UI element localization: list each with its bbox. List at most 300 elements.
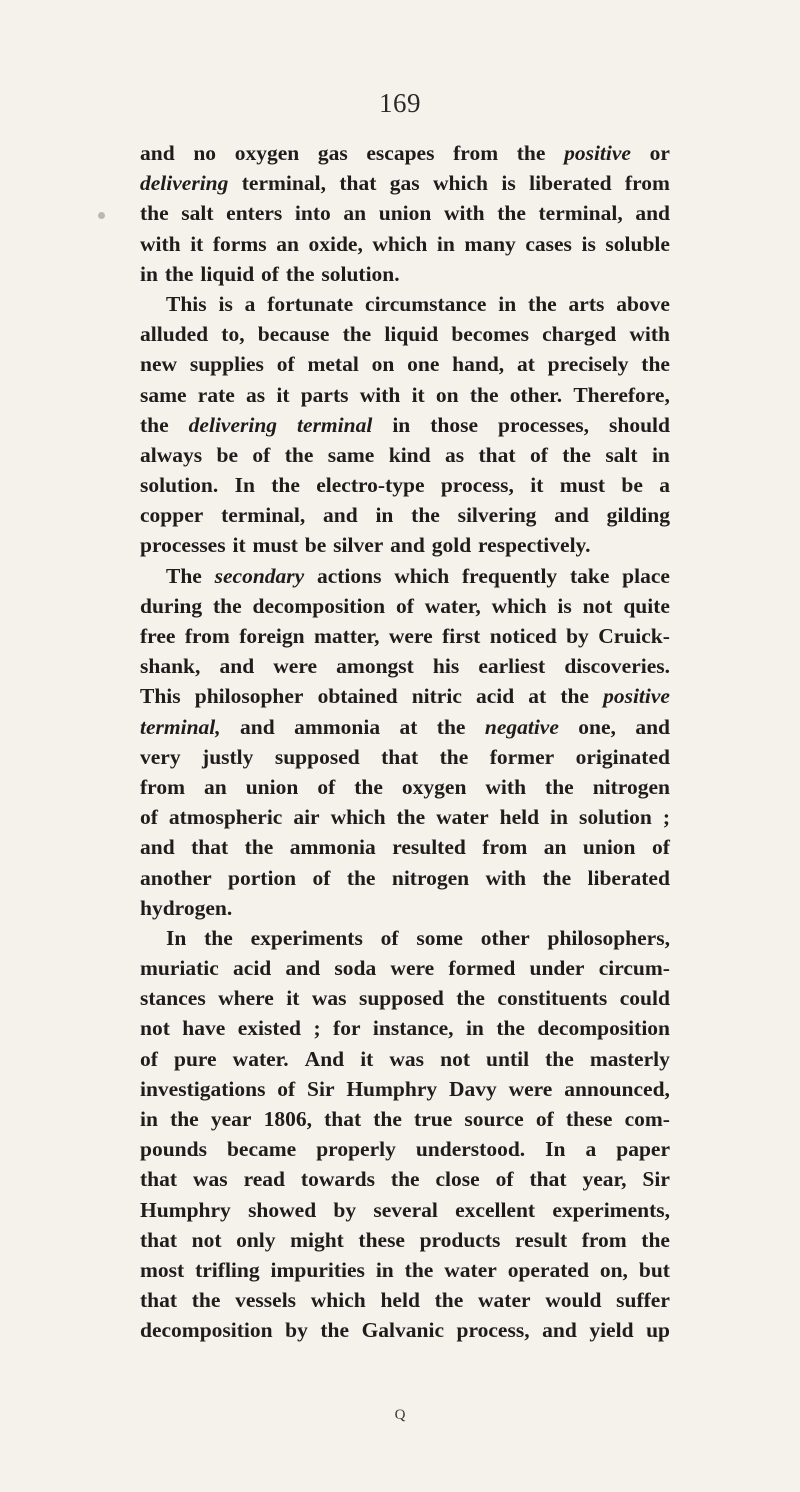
- word: salt: [181, 201, 214, 226]
- word: where: [218, 986, 274, 1011]
- word: soda: [334, 956, 377, 981]
- text-line: [140, 983, 670, 1013]
- word: in: [436, 231, 455, 256]
- word: and: [554, 503, 589, 528]
- word: acid: [233, 956, 272, 981]
- word: true: [414, 1107, 453, 1131]
- word: matter,: [314, 624, 380, 648]
- word: for: [333, 1016, 361, 1041]
- word: of: [535, 1107, 554, 1131]
- paper-speck: [98, 212, 105, 219]
- word: stances: [140, 986, 206, 1011]
- word: gas: [389, 171, 420, 196]
- word: is: [501, 171, 516, 196]
- word: the: [456, 986, 485, 1011]
- text-line: [140, 530, 670, 560]
- word: actions: [316, 563, 382, 588]
- word: was: [311, 986, 347, 1011]
- word: supposed: [358, 986, 444, 1011]
- word: parts: [300, 382, 349, 407]
- word: of: [312, 865, 331, 890]
- word: water: [478, 1288, 531, 1313]
- word: the: [434, 1288, 464, 1313]
- word: This: [166, 291, 207, 316]
- word: an: [543, 835, 567, 860]
- word: new: [140, 352, 178, 377]
- word: and: [390, 533, 425, 558]
- italic-word: positive: [603, 684, 670, 709]
- word: solution.: [140, 473, 219, 498]
- word: the: [528, 291, 557, 316]
- word: ammonia: [294, 714, 381, 739]
- word: and: [140, 835, 175, 860]
- word: philosophers,: [547, 925, 670, 950]
- word: in: [651, 442, 670, 467]
- word: suffer: [616, 1288, 670, 1313]
- word: philosopher: [194, 684, 304, 709]
- word: not: [140, 1016, 170, 1041]
- word: ammonia: [289, 835, 376, 860]
- word: escapes: [366, 141, 435, 165]
- word: not: [440, 1046, 470, 1071]
- word: portion: [228, 865, 297, 890]
- italic-word: secondary: [214, 563, 305, 588]
- italic-word: terminal: [297, 412, 373, 437]
- word: source: [464, 1107, 524, 1131]
- word: frequently: [462, 563, 558, 588]
- word: liberated: [587, 865, 670, 890]
- word: be: [304, 533, 327, 558]
- word: in: [375, 503, 394, 528]
- text-line: [140, 440, 670, 470]
- word: the: [354, 774, 383, 799]
- word: water.: [232, 1046, 289, 1071]
- word: supplies: [189, 352, 264, 377]
- word: earliest: [478, 654, 546, 679]
- word: Davy: [448, 1076, 497, 1101]
- word: ;: [313, 1016, 321, 1041]
- text-line: [140, 349, 670, 379]
- word: the: [170, 1107, 199, 1131]
- word: into: [294, 201, 331, 226]
- word: in: [465, 1016, 484, 1041]
- word: that: [140, 1167, 178, 1192]
- word: and: [140, 141, 175, 165]
- text-line: [140, 832, 670, 862]
- text-line: [140, 591, 670, 621]
- word: of: [380, 925, 399, 950]
- word: and: [285, 956, 321, 981]
- word: the: [411, 503, 440, 528]
- word: until: [486, 1046, 530, 1071]
- word: constituents: [497, 986, 608, 1011]
- word: Therefore,: [573, 382, 670, 407]
- word: and: [542, 1318, 577, 1343]
- word: products: [419, 1227, 501, 1252]
- word: that: [339, 171, 377, 196]
- word: oxygen: [401, 774, 467, 799]
- word: liquid: [384, 322, 439, 347]
- word: Cruick-: [598, 624, 670, 648]
- word: with: [629, 322, 670, 347]
- word: on,: [599, 1257, 628, 1282]
- word: not: [191, 1227, 222, 1252]
- word: a: [659, 473, 670, 498]
- word: close: [435, 1167, 480, 1192]
- word: processes: [140, 533, 226, 558]
- word: that: [140, 1227, 178, 1252]
- word: take: [569, 563, 610, 588]
- word: In: [234, 473, 255, 498]
- word: paper: [616, 1137, 670, 1162]
- word: metal: [307, 352, 359, 377]
- word: year: [210, 1107, 252, 1131]
- word: from: [624, 171, 670, 196]
- word: of: [277, 1076, 296, 1101]
- word: the: [545, 774, 574, 799]
- word: 1806,: [263, 1107, 312, 1131]
- word: the: [284, 442, 314, 467]
- word: another: [140, 865, 212, 890]
- word: a: [585, 1137, 597, 1162]
- text-line: [140, 893, 670, 923]
- text-line: [140, 319, 670, 349]
- text-line: [140, 712, 670, 742]
- word: the: [641, 352, 670, 377]
- text-line: [140, 380, 670, 410]
- word: to,: [221, 322, 245, 347]
- word: is: [557, 593, 572, 618]
- word: very: [140, 744, 181, 769]
- word: Humphry: [140, 1197, 231, 1222]
- word: yield: [589, 1318, 634, 1343]
- word: the: [342, 322, 372, 347]
- text-line: [140, 621, 670, 651]
- word: Humphry: [346, 1076, 438, 1101]
- word: should: [609, 412, 670, 437]
- word: which: [491, 593, 547, 618]
- word: several: [373, 1197, 438, 1222]
- word: salt: [605, 442, 638, 467]
- text-line: [140, 681, 670, 711]
- word: which: [372, 231, 428, 256]
- word: in: [375, 1257, 394, 1282]
- text-line: [140, 1285, 670, 1315]
- word: the: [396, 805, 426, 830]
- italic-word: negative: [484, 714, 559, 739]
- word: oxide,: [308, 231, 363, 256]
- word: instance,: [372, 1016, 454, 1041]
- word: of: [276, 352, 295, 377]
- word: in: [498, 291, 517, 316]
- word: no: [193, 141, 217, 165]
- word: terminal,: [221, 503, 306, 528]
- word: cases: [525, 231, 572, 256]
- word: And: [304, 1046, 345, 1071]
- word: pure: [173, 1046, 217, 1071]
- text-line: [140, 289, 670, 319]
- text-line: [140, 953, 670, 983]
- word: of: [252, 442, 271, 467]
- word: announced,: [564, 1076, 670, 1101]
- word: gas: [317, 141, 348, 165]
- word: which: [433, 171, 488, 196]
- word: circum-: [598, 956, 670, 981]
- text-line: [140, 1255, 670, 1285]
- word: gilding: [606, 503, 670, 528]
- word: at: [516, 352, 535, 377]
- italic-word: delivering: [140, 171, 229, 196]
- word: from: [482, 835, 528, 860]
- word: justly: [202, 744, 254, 769]
- text-line: [140, 923, 670, 953]
- word: is: [581, 231, 596, 256]
- word: originated: [575, 744, 670, 769]
- word: those: [430, 412, 479, 437]
- word: charged: [542, 322, 617, 347]
- word: it: [232, 533, 246, 558]
- word: liberated: [529, 171, 612, 196]
- word: as: [445, 442, 465, 467]
- word: it: [276, 382, 290, 407]
- word: hydrogen.: [140, 895, 233, 920]
- word: read: [243, 1167, 285, 1192]
- word: be: [216, 442, 239, 467]
- word: shank,: [140, 654, 201, 679]
- word: foreign: [239, 624, 305, 648]
- italic-word: delivering: [188, 412, 278, 437]
- word: existed: [237, 1016, 302, 1041]
- word: the: [560, 684, 589, 709]
- word: union: [245, 774, 299, 799]
- word: process,: [456, 1318, 530, 1343]
- word: the: [373, 1107, 402, 1131]
- word: up: [646, 1318, 670, 1343]
- word: This: [140, 684, 181, 709]
- text-line: [140, 863, 670, 893]
- word: that: [140, 1288, 178, 1313]
- word: formed: [448, 956, 516, 981]
- word: became: [226, 1137, 297, 1162]
- word: precisely: [547, 352, 629, 377]
- word: with: [485, 865, 527, 890]
- word: the: [285, 261, 315, 286]
- word: is: [218, 291, 233, 316]
- word: at: [528, 684, 547, 709]
- word: rate: [197, 382, 235, 407]
- word: were: [508, 1076, 553, 1101]
- word: solution: [578, 805, 652, 830]
- word: that: [478, 442, 516, 467]
- word: because: [257, 322, 330, 347]
- word: nitrogen: [391, 865, 470, 890]
- word: might: [290, 1227, 344, 1252]
- word: other.: [509, 382, 563, 407]
- word: the: [204, 925, 233, 950]
- word: that: [529, 1167, 567, 1192]
- word: were: [390, 956, 435, 981]
- word: properly: [316, 1137, 396, 1162]
- word: the: [516, 141, 546, 165]
- word: of: [529, 442, 548, 467]
- word: the: [496, 1016, 525, 1041]
- word: hand,: [452, 352, 505, 377]
- word: water: [436, 805, 489, 830]
- word: The: [166, 563, 202, 588]
- word: former: [489, 744, 555, 769]
- word: an: [203, 774, 227, 799]
- word: vessels: [235, 1288, 297, 1313]
- word: was: [192, 1167, 228, 1192]
- page-number: 169: [379, 88, 421, 118]
- word: of: [140, 1046, 158, 1071]
- word: were: [388, 624, 433, 648]
- word: by: [566, 624, 589, 648]
- word: the: [140, 412, 169, 437]
- word: which: [394, 563, 450, 588]
- word: same: [327, 442, 375, 467]
- word: with: [443, 201, 485, 226]
- word: must: [559, 473, 606, 498]
- word: muriatic: [140, 956, 219, 981]
- word: decomposition: [537, 1016, 670, 1041]
- word: masterly: [589, 1046, 670, 1071]
- word: arts: [568, 291, 605, 316]
- word: respectively.: [478, 533, 591, 558]
- word: year,: [582, 1167, 627, 1192]
- text-line: [140, 561, 670, 591]
- word: and: [219, 654, 255, 679]
- word: one,: [578, 714, 616, 739]
- word: excellent: [455, 1197, 536, 1222]
- word: that: [381, 744, 419, 769]
- word: impurities: [270, 1257, 365, 1282]
- word: first: [442, 624, 481, 648]
- word: in: [140, 1107, 158, 1131]
- word: quite: [623, 593, 670, 618]
- word: it: [286, 986, 300, 1011]
- word: the: [271, 473, 300, 498]
- word: processes,: [498, 412, 589, 437]
- word: water,: [424, 593, 481, 618]
- word: which: [310, 1288, 366, 1313]
- word: obtained: [317, 684, 398, 709]
- word: noticed: [489, 624, 557, 648]
- text-line: [140, 138, 670, 168]
- word: other: [480, 925, 530, 950]
- word: ;: [662, 805, 670, 830]
- word: trifling: [195, 1257, 260, 1282]
- word: the: [641, 1227, 670, 1252]
- text-line: [140, 168, 670, 198]
- word: alluded: [140, 322, 209, 347]
- word: forms: [212, 231, 267, 256]
- word: with: [359, 382, 401, 407]
- word: becomes: [451, 322, 529, 347]
- word: the: [469, 382, 499, 407]
- word: one: [407, 352, 440, 377]
- text-line: [140, 1074, 670, 1104]
- word: above: [616, 291, 670, 316]
- word: on: [435, 382, 459, 407]
- word: and: [635, 714, 670, 739]
- word: water: [444, 1257, 497, 1282]
- word: these: [358, 1227, 405, 1252]
- word: held: [380, 1288, 420, 1313]
- word: on: [371, 352, 395, 377]
- word: union: [582, 835, 636, 860]
- word: as: [246, 382, 266, 407]
- word: decomposition: [140, 1318, 273, 1343]
- word: com-: [624, 1107, 670, 1131]
- signature-mark: Q: [394, 1407, 406, 1423]
- word: soluble: [605, 231, 670, 256]
- word: experiments: [250, 925, 363, 950]
- word: of: [395, 593, 414, 618]
- word: it: [411, 382, 425, 407]
- word: at: [399, 714, 418, 739]
- word: in: [550, 805, 568, 830]
- word: it: [190, 231, 204, 256]
- word: air: [293, 805, 320, 830]
- word: it: [360, 1046, 374, 1071]
- word: enters: [226, 201, 283, 226]
- word: that: [324, 1107, 362, 1131]
- word: could: [619, 986, 670, 1011]
- text-line: [140, 1164, 670, 1194]
- word: it: [530, 473, 544, 498]
- word: free: [140, 624, 176, 648]
- word: held: [499, 805, 540, 830]
- word: from: [140, 774, 185, 799]
- word: be: [621, 473, 643, 498]
- word: supposed: [274, 744, 360, 769]
- word: terminal,: [538, 201, 623, 226]
- text-line: [140, 772, 670, 802]
- word: same: [140, 382, 187, 407]
- word: discoveries.: [564, 654, 670, 679]
- word: and: [240, 714, 275, 739]
- word: terminal,: [241, 171, 326, 196]
- text-line: [140, 500, 670, 530]
- italic-word: positive: [564, 141, 631, 165]
- word: would: [545, 1288, 602, 1313]
- word: always: [140, 442, 203, 467]
- text-line: [140, 1044, 670, 1074]
- text-line: [140, 229, 670, 259]
- word: understood.: [415, 1137, 526, 1162]
- word: of: [651, 835, 670, 860]
- word: his: [432, 654, 460, 679]
- word: by: [333, 1197, 357, 1222]
- word: and: [635, 201, 670, 226]
- word: towards: [300, 1167, 375, 1192]
- word: have: [182, 1016, 226, 1041]
- word: the: [213, 593, 242, 618]
- word: the: [346, 865, 376, 890]
- word: Sir: [307, 1076, 335, 1101]
- italic-word: terminal,: [140, 714, 221, 739]
- word: the: [320, 1318, 350, 1343]
- word: the: [244, 835, 274, 860]
- word: the: [542, 865, 572, 890]
- word: acid: [475, 684, 515, 709]
- text-line: [140, 1225, 670, 1255]
- word: Sir: [642, 1167, 670, 1192]
- word: experiments,: [552, 1197, 670, 1222]
- word: amongst: [336, 654, 414, 679]
- word: the: [545, 1046, 574, 1071]
